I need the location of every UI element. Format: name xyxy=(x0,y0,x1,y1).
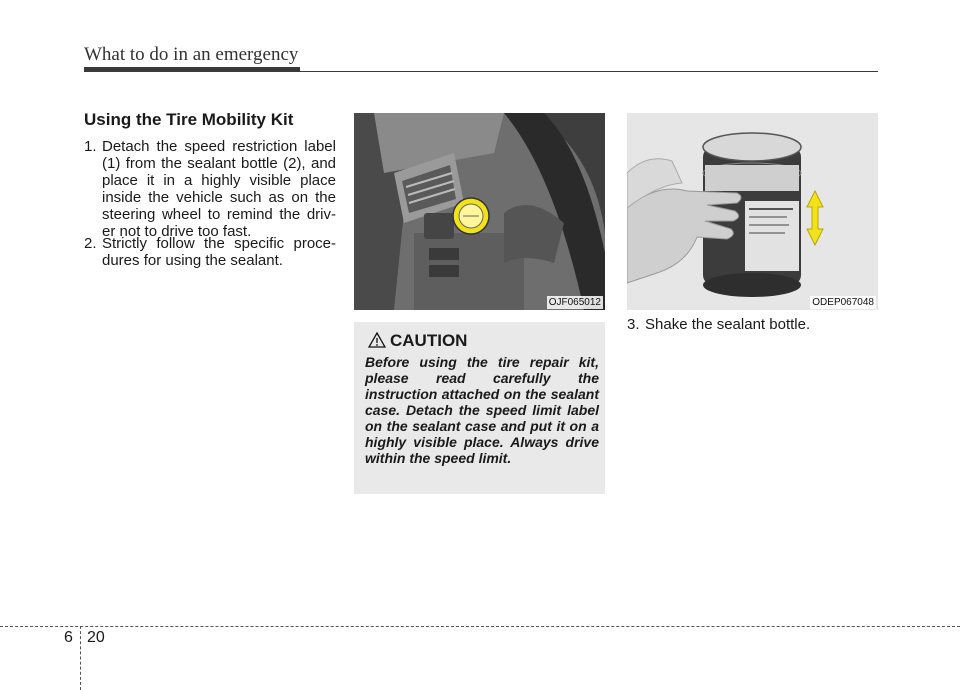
figure-sealant-bottle xyxy=(627,113,878,310)
step-2-text: Strictly follow the specific proce-dures for using the sealant. xyxy=(102,235,336,269)
warning-triangle-icon xyxy=(368,332,386,348)
step-3 xyxy=(627,316,878,333)
step-2 xyxy=(84,235,336,269)
caution-box xyxy=(354,322,605,494)
step-1 xyxy=(84,138,336,240)
hand-shaking-sealant-bottle-illustration xyxy=(627,113,878,310)
figure-dashboard xyxy=(354,113,605,310)
figure-code: ODEP067048 xyxy=(812,297,874,308)
figure-code: OJF065012 xyxy=(548,297,601,308)
caution-title: CAUTION xyxy=(390,331,468,350)
page-section-number: 6 xyxy=(64,629,73,646)
section-heading: Using the Tire Mobility Kit xyxy=(84,110,294,129)
step-1-number: 1. xyxy=(84,138,97,155)
step-3-text: Shake the sealant bottle. xyxy=(645,316,811,333)
step-1-text: Detach the speed restriction label (1) from the sealant bottle (2), and place it in a highly visible place inside the vehicle such as on the steering wheel to remind the driv-er not to drive too fast. xyxy=(102,138,336,240)
dashboard-steering-wheel-speed-label-illustration xyxy=(354,113,605,310)
page-number: 20 xyxy=(87,629,105,646)
step-2-number: 2. xyxy=(84,235,97,252)
caution-text: Before using the tire repair kit, please read carefully the instruction attached on the sealant case. Detach the speed limit label on the sealant case and put it on a highly visible place. Always drive within the speed limit. xyxy=(365,354,599,466)
footer-rule xyxy=(0,626,960,627)
footer-divider xyxy=(80,626,81,690)
step-3-number: 3. xyxy=(627,316,640,333)
page-header-title: What to do in an emergency xyxy=(84,44,299,65)
header-rule xyxy=(84,71,878,72)
